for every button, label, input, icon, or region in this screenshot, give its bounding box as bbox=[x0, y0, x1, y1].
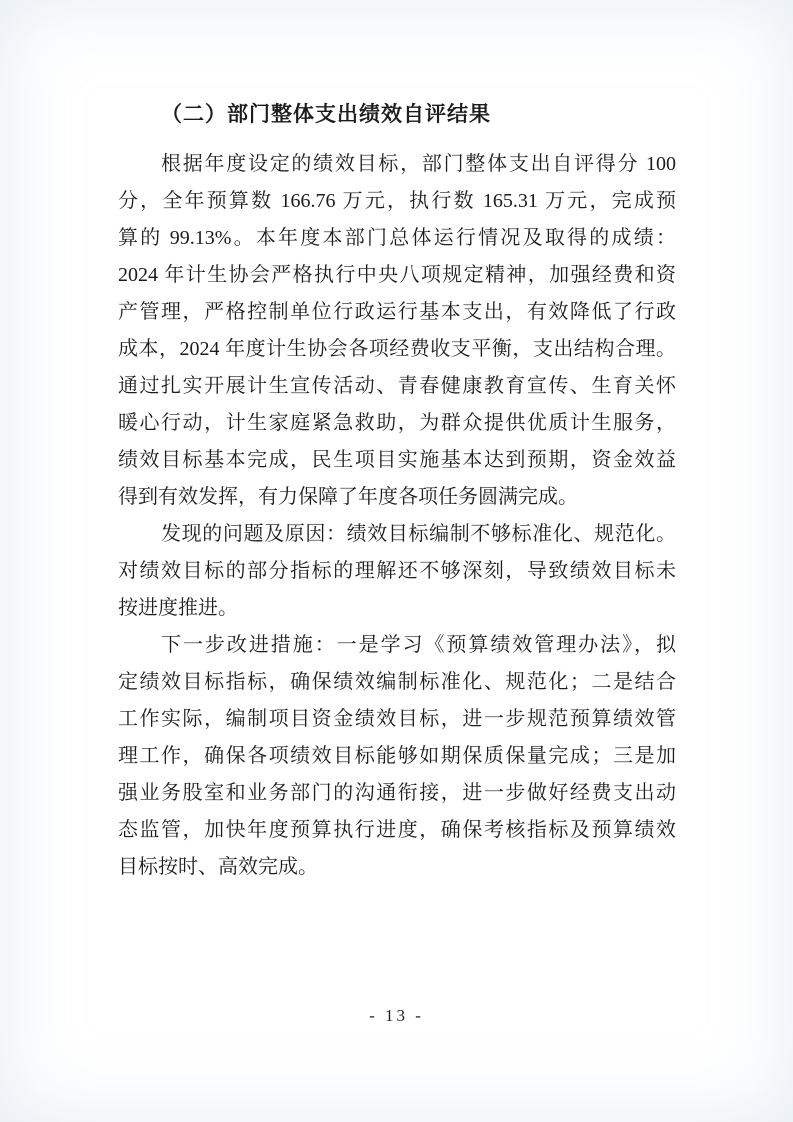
paragraph-line: 2024 年计生协会严格执行中央八项规定精神，加强经费和资 bbox=[118, 264, 676, 286]
paragraph-line: 成本，2024 年度计生协会各项经费收支平衡，支出结构合理。 bbox=[118, 338, 676, 360]
paragraph-line: 暖心行动，计生家庭紧急救助，为群众提供优质计生服务， bbox=[118, 412, 676, 434]
paragraph-line: 根据年度设定的绩效目标，部门整体支出自评得分 100 bbox=[161, 153, 676, 175]
paragraph-line: 理工作，确保各项绩效目标能够如期保质保量完成；三是加 bbox=[118, 745, 676, 767]
paragraph-line: 按进度推进。 bbox=[118, 597, 238, 619]
paragraph-line: 工作实际，编制项目资金绩效目标，进一步规范预算绩效管 bbox=[118, 708, 676, 730]
page-number: - 13 - bbox=[369, 1006, 424, 1025]
paragraph-line: 下一步改进措施：一是学习《预算绩效管理办法》，拟 bbox=[161, 634, 676, 656]
document-body bbox=[118, 100, 676, 886]
paragraph-line: 定绩效目标指标，确保绩效编制标准化、规范化；二是结合 bbox=[118, 671, 676, 693]
paragraph-line: 通过扎实开展计生宣传活动、青春健康教育宣传、生育关怀 bbox=[118, 375, 676, 397]
paragraph-line: 得到有效发挥，有力保障了年度各项任务圆满完成。 bbox=[118, 486, 578, 508]
paragraph-line: 态监管，加快年度预算执行进度，确保考核指标及预算绩效 bbox=[118, 819, 676, 841]
paragraph-line: 绩效目标基本完成，民生项目实施基本达到预期，资金效益 bbox=[118, 449, 676, 471]
paragraph-line: 产管理，严格控制单位行政运行基本支出，有效降低了行政 bbox=[118, 301, 676, 323]
paragraph-line: 强业务股室和业务部门的沟通衔接，进一步做好经费支出动 bbox=[118, 782, 676, 804]
paragraph-improvements bbox=[118, 627, 676, 886]
paragraph-line: 算的 99.13%。本年度本部门总体运行情况及取得的成绩： bbox=[118, 227, 676, 249]
paragraph-line: 分，全年预算数 166.76 万元，执行数 165.31 万元，完成预 bbox=[118, 190, 676, 212]
section-heading: （二）部门整体支出绩效自评结果 bbox=[161, 102, 491, 126]
paragraph-overview bbox=[118, 146, 676, 516]
paragraph-line: 目标按时、高效完成。 bbox=[118, 856, 318, 878]
paragraph-problems bbox=[118, 516, 676, 627]
paragraph-line: 对绩效目标的部分指标的理解还不够深刻，导致绩效目标未 bbox=[118, 560, 676, 582]
paragraph-line: 发现的问题及原因：绩效目标编制不够标准化、规范化。 bbox=[161, 523, 676, 545]
